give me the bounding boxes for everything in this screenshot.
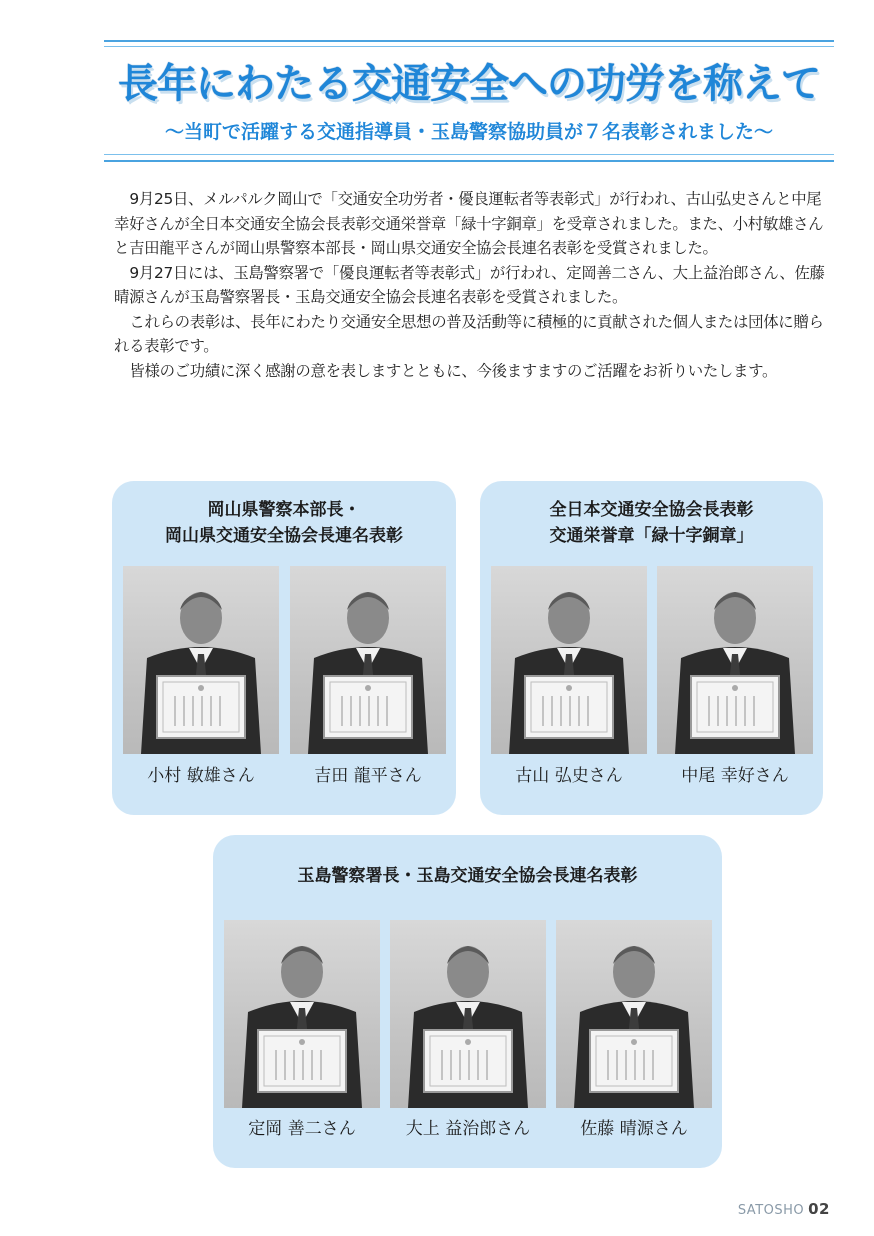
- header-top-rule: [104, 40, 834, 42]
- header-bottom-rule-thin: [104, 154, 834, 155]
- article-paragraph-3: これらの表彰は、長年にわたり交通安全思想の普及活動等に積極的に貢献された個人または団体に贈られる表彰です。: [114, 312, 824, 355]
- person-name: 小村 敏雄さん: [147, 766, 255, 786]
- panel-title-line1: 岡山県警察本部長・: [207, 500, 361, 520]
- award-panel-tamashima-police: [213, 835, 722, 1168]
- person-name: 大上 益治郎さん: [405, 1119, 531, 1139]
- page-title: 長年にわたる交通安全への功労を称えて: [118, 61, 820, 107]
- page-number: 02: [808, 1200, 830, 1218]
- panel-title-line1: 全日本交通安全協会長表彰: [549, 500, 754, 520]
- magazine-name: SATOSHO: [737, 1203, 805, 1218]
- person-photo: [290, 566, 446, 754]
- panel-title-line1: 玉島警察署長・玉島交通安全協会長連名表彰: [297, 866, 638, 886]
- panel-title-line2: 交通栄誉章「緑十字銅章」: [549, 526, 754, 546]
- article-body: [114, 187, 832, 383]
- person-photo: [123, 566, 279, 754]
- page-subtitle: ～当町で活躍する交通指導員・玉島警察協助員が７名表彰されました～: [164, 121, 773, 143]
- person-name: 吉田 龍平さん: [314, 766, 422, 786]
- header-top-rule-thin: [104, 46, 834, 47]
- person-photo: [657, 566, 813, 754]
- person-name: 古山 弘史さん: [515, 766, 623, 786]
- page-footer: [738, 1199, 830, 1221]
- person-name: 佐藤 晴源さん: [580, 1119, 688, 1139]
- panel-title-line2: 岡山県交通安全協会長連名表彰: [165, 526, 403, 546]
- person-photo: [556, 920, 712, 1108]
- award-panel-green-cross: [480, 481, 823, 815]
- award-panel-prefectural-police: [112, 481, 456, 815]
- person-photo: [390, 920, 546, 1108]
- header-bottom-rule: [104, 160, 834, 162]
- person-name: 中尾 幸好さん: [681, 766, 789, 786]
- article-paragraph-4: 皆様のご功績に深く感謝の意を表しますとともに、今後ますますのご活躍をお祈りいたします。: [129, 361, 778, 380]
- person-photo: [491, 566, 647, 754]
- article-paragraph-2: 9月27日には、玉島警察署で「優良運転者等表彰式」が行われ、定岡善二さん、大上益治郎さん、佐藤晴源さんが玉島警察署長・玉島交通安全協会長連名表彰を受賞されました。: [114, 263, 825, 306]
- person-photo: [224, 920, 380, 1108]
- person-name: 定岡 善二さん: [248, 1119, 356, 1139]
- article-paragraph-1: 9月25日、メルパルク岡山で「交通安全功労者・優良運転者等表彰式」が行われ、古山弘史さんと中尾幸好さんが全日本交通安全協会長表彰交通栄誉章「緑十字銅章」を受章されました。また、小村敏雄さんと吉田龍平さんが岡山県警察本部長・岡山県交通安全協会長連名表彰を受賞されました。: [114, 190, 824, 257]
